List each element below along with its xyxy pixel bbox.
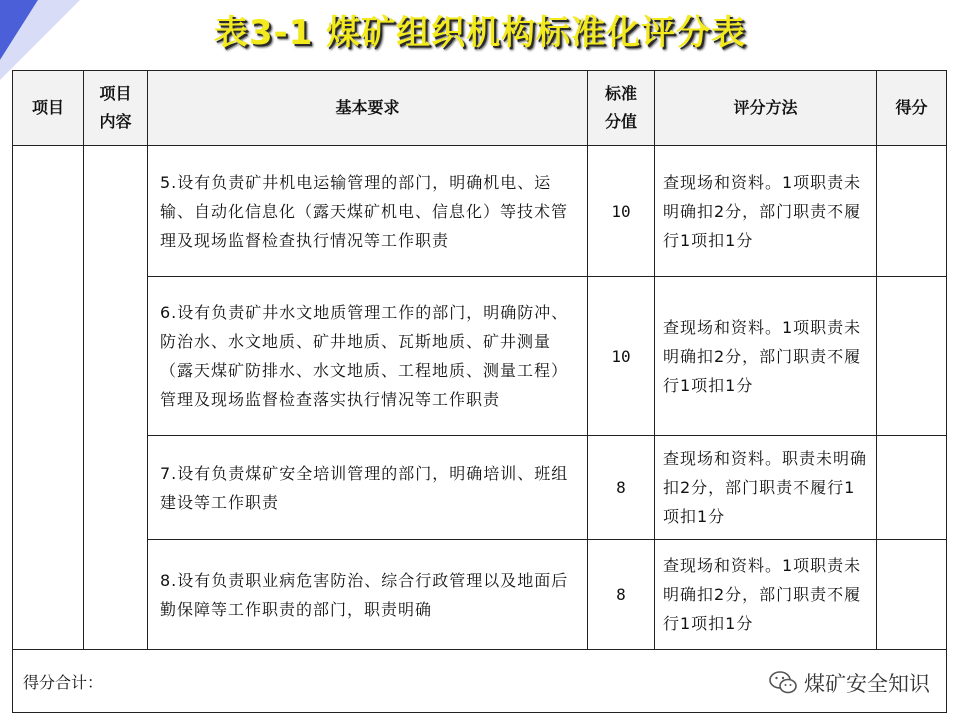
got-cell xyxy=(877,146,947,277)
header-content-line2: 内容 xyxy=(99,112,132,131)
method-cell: 查现场和资料。1项职责未明确扣2分，部门职责不履行1项扣1分 xyxy=(655,277,877,436)
watermark-text: 煤矿安全知识 xyxy=(804,672,930,696)
method-cell: 查现场和资料。1项职责未明确扣2分，部门职责不履行1项扣1分 xyxy=(655,146,877,277)
header-content-line1: 项目 xyxy=(99,84,132,103)
content-cell xyxy=(84,146,148,650)
got-cell xyxy=(877,540,947,650)
table-row xyxy=(13,436,947,540)
score-cell: 10 xyxy=(588,277,655,436)
requirement-cell: 5.设有负责矿井机电运输管理的部门，明确机电、运输、自动化信息化（露天煤矿机电、信息化）等技术管理及现场监督检查执行情况等工作职责 xyxy=(148,146,588,277)
table-row xyxy=(13,146,947,277)
got-cell xyxy=(877,277,947,436)
requirement-cell: 6.设有负责矿井水文地质管理工作的部门，明确防冲、防治水、水文地质、矿井地质、瓦斯地质、矿井测量（露天煤矿防排水、水文地质、工程地质、测量工程）管理及现场监督检查落实执行情况等工作职责 xyxy=(148,277,588,436)
header-score xyxy=(588,71,655,146)
header-requirement: 基本要求 xyxy=(148,71,588,146)
total-label: 得分合计： xyxy=(13,650,947,713)
scoring-table xyxy=(12,70,947,713)
method-cell: 查现场和资料。1项职责未明确扣2分，部门职责不履行1项扣1分 xyxy=(655,540,877,650)
score-cell: 10 xyxy=(588,146,655,277)
got-cell xyxy=(877,436,947,540)
score-cell: 8 xyxy=(588,436,655,540)
requirement-cell: 8.设有负责职业病危害防治、综合行政管理以及地面后勤保障等工作职责的部门，职责明确 xyxy=(148,540,588,650)
requirement-cell: 7.设有负责煤矿安全培训管理的部门，明确培训、班组建设等工作职责 xyxy=(148,436,588,540)
header-method: 评分方法 xyxy=(655,71,877,146)
page-title: 表3-1 煤矿组织机构标准化评分表 xyxy=(213,13,747,53)
table-row xyxy=(13,277,947,436)
header-score-line1: 标准 xyxy=(604,84,637,103)
method-cell: 查现场和资料。职责未明确扣2分，部门职责不履行1项扣1分 xyxy=(655,436,877,540)
watermark xyxy=(768,668,930,698)
header-item: 项目 xyxy=(13,71,84,146)
score-cell: 8 xyxy=(588,540,655,650)
header-content xyxy=(84,71,148,146)
header-got: 得分 xyxy=(877,71,947,146)
header-score-line2: 分值 xyxy=(604,112,637,131)
table-row xyxy=(13,540,947,650)
item-cell xyxy=(13,146,84,650)
table-header-row xyxy=(13,71,947,146)
wechat-icon xyxy=(768,669,798,697)
